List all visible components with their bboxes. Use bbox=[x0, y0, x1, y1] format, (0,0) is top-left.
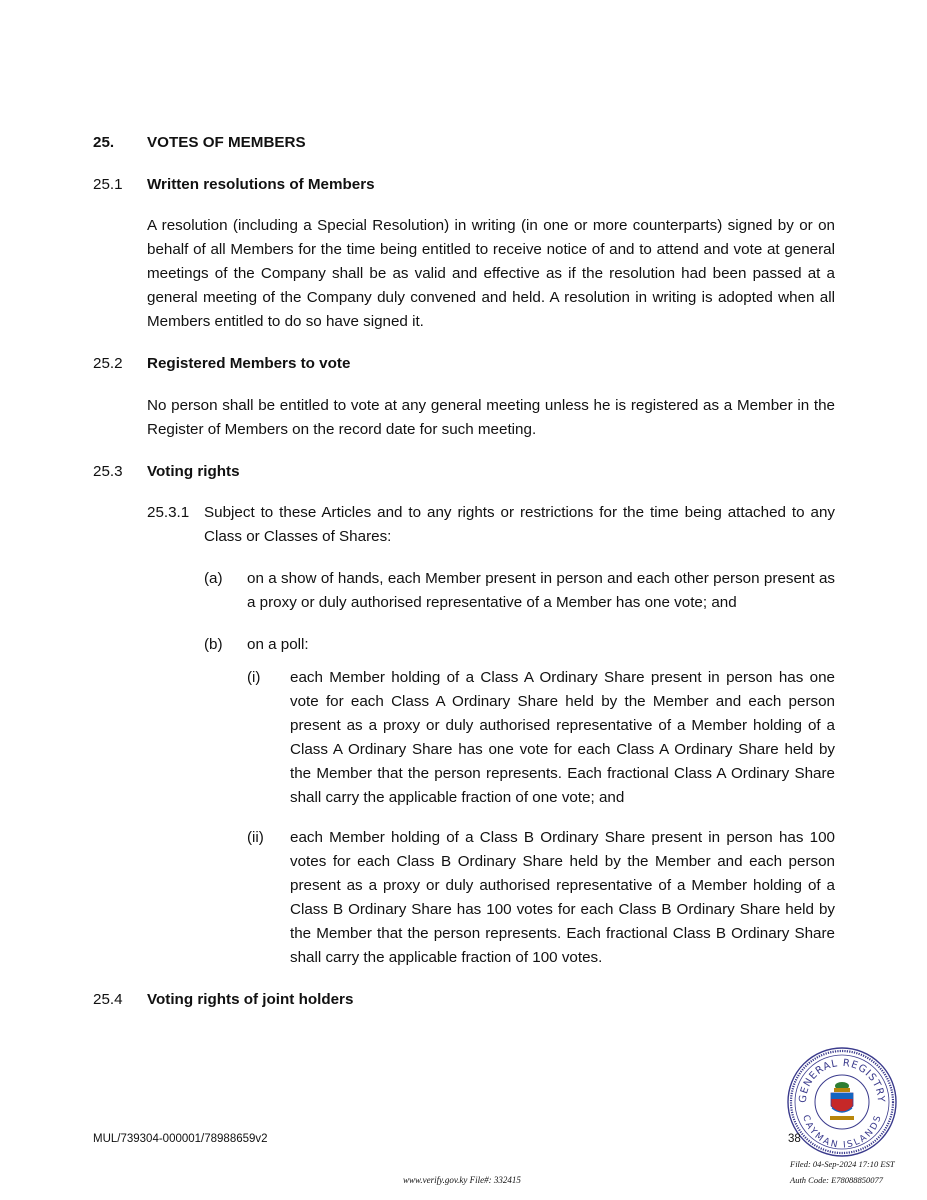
item-i-text: each Member holding of a Class A Ordinary Share present in person has one vote for each Class A Ordinary Share held by the Member and each person present as a proxy or duly authorised representative of a Member holding of a Class A Ordinary Share has one vote for each Class A Ordinary Share held by the Member that the person represents. Each fractional Class A Ordinary Share shall carry the applicable fraction of one vote; and bbox=[290, 669, 835, 806]
item-ii-label: (ii) bbox=[247, 829, 264, 846]
clause-25-2-text: No person shall be entitled to vote at any general meeting unless he is registered as a Member in the Register of Members on the record date for such meeting. bbox=[147, 397, 835, 438]
clause-25-3-title: Voting rights bbox=[147, 463, 240, 480]
clause-25-3-1-number: 25.3.1 bbox=[147, 504, 190, 521]
general-registry-seal-icon bbox=[786, 1046, 898, 1158]
clause-25-1-title: Written resolutions of Members bbox=[147, 176, 375, 193]
item-ii-text: each Member holding of a Class B Ordinary Share present in person has 100 votes for each Class B Ordinary Share held by the Member and each person present as a proxy or duly authorised representative of a Member holding of a Class B Ordinary Share has 100 votes for each Class B Ordinary Share held by the Member that the person represents. Each fractional Class B Ordinary Share shall carry the applicable fraction of 100 votes. bbox=[290, 829, 835, 966]
item-a-label: (a) bbox=[204, 570, 223, 587]
filed-stamp: Filed: 04-Sep-2024 17:10 EST bbox=[790, 1159, 895, 1169]
item-b-text: on a poll: bbox=[247, 636, 309, 653]
clause-25-1-text: A resolution (including a Special Resolution) in writing (in one or more counterparts) signed by or on behalf of all Members for the time being entitled to receive notice of and to attend and vote at general meetings of the Company shall be as valid and effective as if the resolution had been passed at a general meeting of the Company duly convened and held. A resolution in writing is adopted when all Members entitled to do so have signed it. bbox=[147, 217, 835, 330]
clause-25-2-number: 25.2 bbox=[93, 355, 123, 372]
clause-25-4-title: Voting rights of joint holders bbox=[147, 991, 354, 1008]
auth-code: Auth Code: E78088850077 bbox=[790, 1175, 884, 1185]
clause-25-3-1-text: Subject to these Articles and to any rights or restrictions for the time being attached to any Class or Classes of Shares: bbox=[204, 504, 835, 545]
seal-top-text: GENERAL REGISTRY bbox=[797, 1057, 887, 1104]
page-number: 38 bbox=[788, 1133, 801, 1145]
item-a-text: on a show of hands, each Member present in person and each other person present as a proxy or duly authorised representative of a Member has one vote; and bbox=[247, 570, 835, 611]
item-b-label: (b) bbox=[204, 636, 223, 653]
clause-25-1-number: 25.1 bbox=[93, 176, 123, 193]
clause-25-4-number: 25.4 bbox=[93, 991, 123, 1008]
section-number: 25. bbox=[93, 134, 115, 151]
item-i-label: (i) bbox=[247, 669, 261, 686]
verify-link[interactable]: www.verify.gov.ky File#: 332415 bbox=[403, 1175, 521, 1185]
clause-25-3-number: 25.3 bbox=[93, 463, 123, 480]
document-reference: MUL/739304-000001/78988659v2 bbox=[93, 1133, 268, 1145]
seal-bottom-text: CAYMAN ISLANDS bbox=[800, 1113, 884, 1151]
clause-25-2-title: Registered Members to vote bbox=[147, 355, 351, 372]
section-title: VOTES OF MEMBERS bbox=[147, 134, 306, 151]
